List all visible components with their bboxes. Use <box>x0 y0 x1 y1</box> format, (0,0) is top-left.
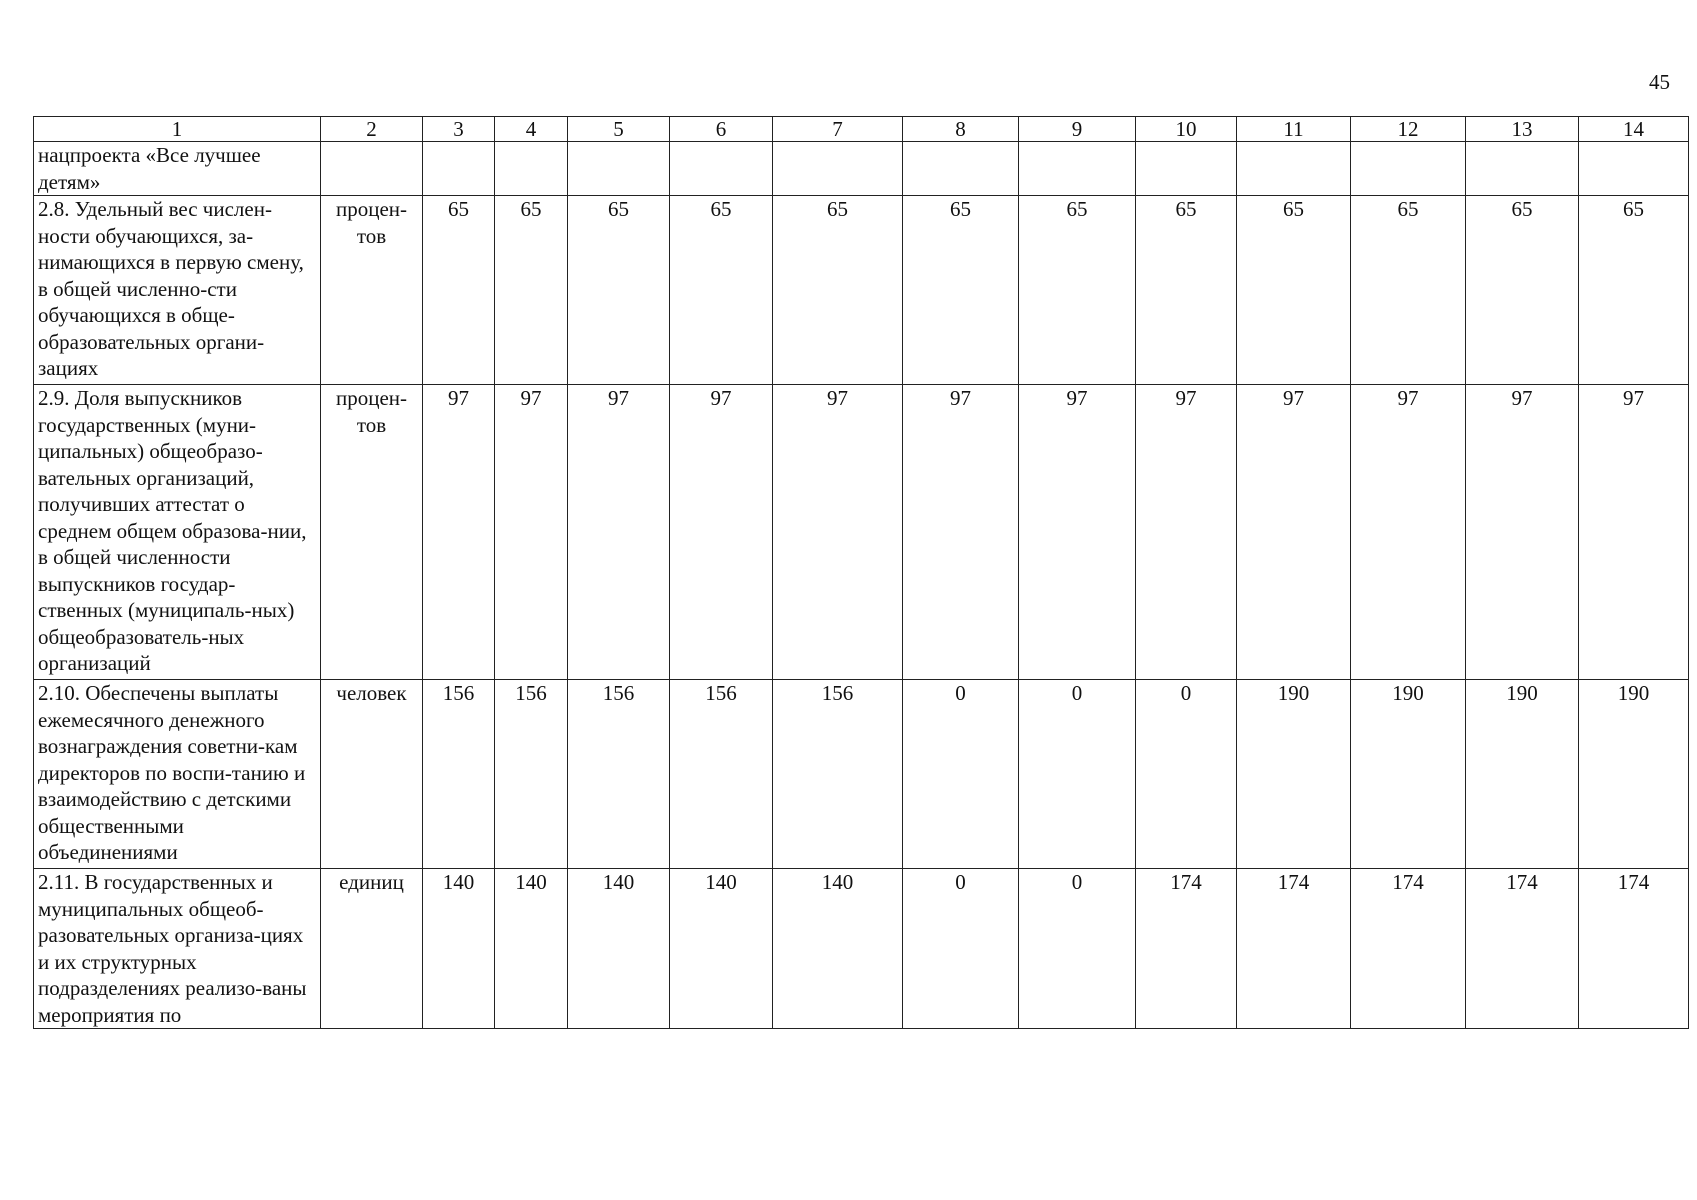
value-cell: 65 <box>1351 196 1466 385</box>
unit-cell: процен-тов <box>321 196 423 385</box>
value-cell: 65 <box>1237 196 1351 385</box>
value-cell: 156 <box>495 680 568 869</box>
value-cell: 97 <box>1019 385 1136 680</box>
indicator-name-cell: 2.9. Доля выпускников государственных (муни-ципальных) общеобразо-вательных организаций, получивших аттестат о среднем общем образова-нии, в общей численности выпускников государ-ственных (муниципаль-ных) общеобразователь-ных организаций <box>34 385 321 680</box>
indicator-name-cell: нацпроекта «Все лучшее детям» <box>34 142 321 196</box>
value-cell: 174 <box>1579 869 1689 1029</box>
value-cell <box>1579 142 1689 196</box>
value-cell: 97 <box>903 385 1019 680</box>
value-cell: 65 <box>1466 196 1579 385</box>
value-cell: 140 <box>495 869 568 1029</box>
unit-cell: процен-тов <box>321 385 423 680</box>
value-cell <box>670 142 773 196</box>
column-number-header: 11 <box>1237 117 1351 142</box>
value-cell: 97 <box>1136 385 1237 680</box>
value-cell: 97 <box>670 385 773 680</box>
column-number-header: 3 <box>423 117 495 142</box>
value-cell: 97 <box>1466 385 1579 680</box>
value-cell <box>1019 142 1136 196</box>
value-cell: 97 <box>773 385 903 680</box>
value-cell: 140 <box>568 869 670 1029</box>
column-number-header: 10 <box>1136 117 1237 142</box>
column-number-header: 6 <box>670 117 773 142</box>
value-cell <box>1466 142 1579 196</box>
value-cell <box>1351 142 1466 196</box>
value-cell: 190 <box>1466 680 1579 869</box>
value-cell: 0 <box>903 869 1019 1029</box>
value-cell: 156 <box>773 680 903 869</box>
value-cell <box>903 142 1019 196</box>
value-cell: 140 <box>773 869 903 1029</box>
value-cell: 174 <box>1466 869 1579 1029</box>
indicator-name-cell: 2.11. В государственных и муниципальных общеоб-разовательных организа-циях и их структурных подразделениях реализо-ваны мероприятия по <box>34 869 321 1029</box>
column-number-header: 14 <box>1579 117 1689 142</box>
value-cell: 65 <box>495 196 568 385</box>
value-cell: 65 <box>1579 196 1689 385</box>
value-cell: 140 <box>670 869 773 1029</box>
table-row <box>34 196 1689 385</box>
value-cell <box>1136 142 1237 196</box>
value-cell: 0 <box>1019 869 1136 1029</box>
value-cell: 174 <box>1351 869 1466 1029</box>
value-cell: 140 <box>423 869 495 1029</box>
value-cell: 0 <box>1019 680 1136 869</box>
value-cell: 97 <box>495 385 568 680</box>
column-number-header: 8 <box>903 117 1019 142</box>
value-cell: 65 <box>903 196 1019 385</box>
unit-cell: единиц <box>321 869 423 1029</box>
column-number-header: 4 <box>495 117 568 142</box>
column-number-header: 12 <box>1351 117 1466 142</box>
value-cell: 190 <box>1579 680 1689 869</box>
indicator-name-cell: 2.8. Удельный вес числен-ности обучающихся, за-нимающихся в первую смену, в общей численно-сти обучающихся в обще-образовательных органи-зациях <box>34 196 321 385</box>
value-cell: 97 <box>423 385 495 680</box>
value-cell <box>568 142 670 196</box>
table-row <box>34 869 1689 1029</box>
value-cell: 156 <box>568 680 670 869</box>
table-row <box>34 142 1689 196</box>
value-cell: 190 <box>1351 680 1466 869</box>
value-cell <box>495 142 568 196</box>
value-cell: 65 <box>773 196 903 385</box>
value-cell: 65 <box>1019 196 1136 385</box>
value-cell: 0 <box>1136 680 1237 869</box>
value-cell: 174 <box>1136 869 1237 1029</box>
value-cell: 174 <box>1237 869 1351 1029</box>
value-cell: 97 <box>1351 385 1466 680</box>
value-cell: 97 <box>1237 385 1351 680</box>
value-cell: 156 <box>423 680 495 869</box>
value-cell: 65 <box>568 196 670 385</box>
value-cell: 156 <box>670 680 773 869</box>
value-cell <box>423 142 495 196</box>
column-number-header: 7 <box>773 117 903 142</box>
value-cell <box>1237 142 1351 196</box>
value-cell: 97 <box>1579 385 1689 680</box>
column-number-header: 1 <box>34 117 321 142</box>
table-row <box>34 385 1689 680</box>
value-cell: 97 <box>568 385 670 680</box>
indicator-name-cell: 2.10. Обеспечены выплаты ежемесячного денежного вознаграждения советни-кам директоров по воспи-танию и взаимодействию с детскими общественными объединениями <box>34 680 321 869</box>
column-number-header: 9 <box>1019 117 1136 142</box>
table-row <box>34 680 1689 869</box>
unit-cell <box>321 142 423 196</box>
column-number-header: 2 <box>321 117 423 142</box>
indicators-table <box>33 116 1689 1029</box>
value-cell: 0 <box>903 680 1019 869</box>
value-cell <box>773 142 903 196</box>
unit-cell: человек <box>321 680 423 869</box>
page-number: 45 <box>1649 70 1670 94</box>
column-number-header: 5 <box>568 117 670 142</box>
column-number-header: 13 <box>1466 117 1579 142</box>
value-cell: 65 <box>1136 196 1237 385</box>
value-cell: 65 <box>423 196 495 385</box>
value-cell: 65 <box>670 196 773 385</box>
header-row <box>34 117 1689 142</box>
value-cell: 190 <box>1237 680 1351 869</box>
